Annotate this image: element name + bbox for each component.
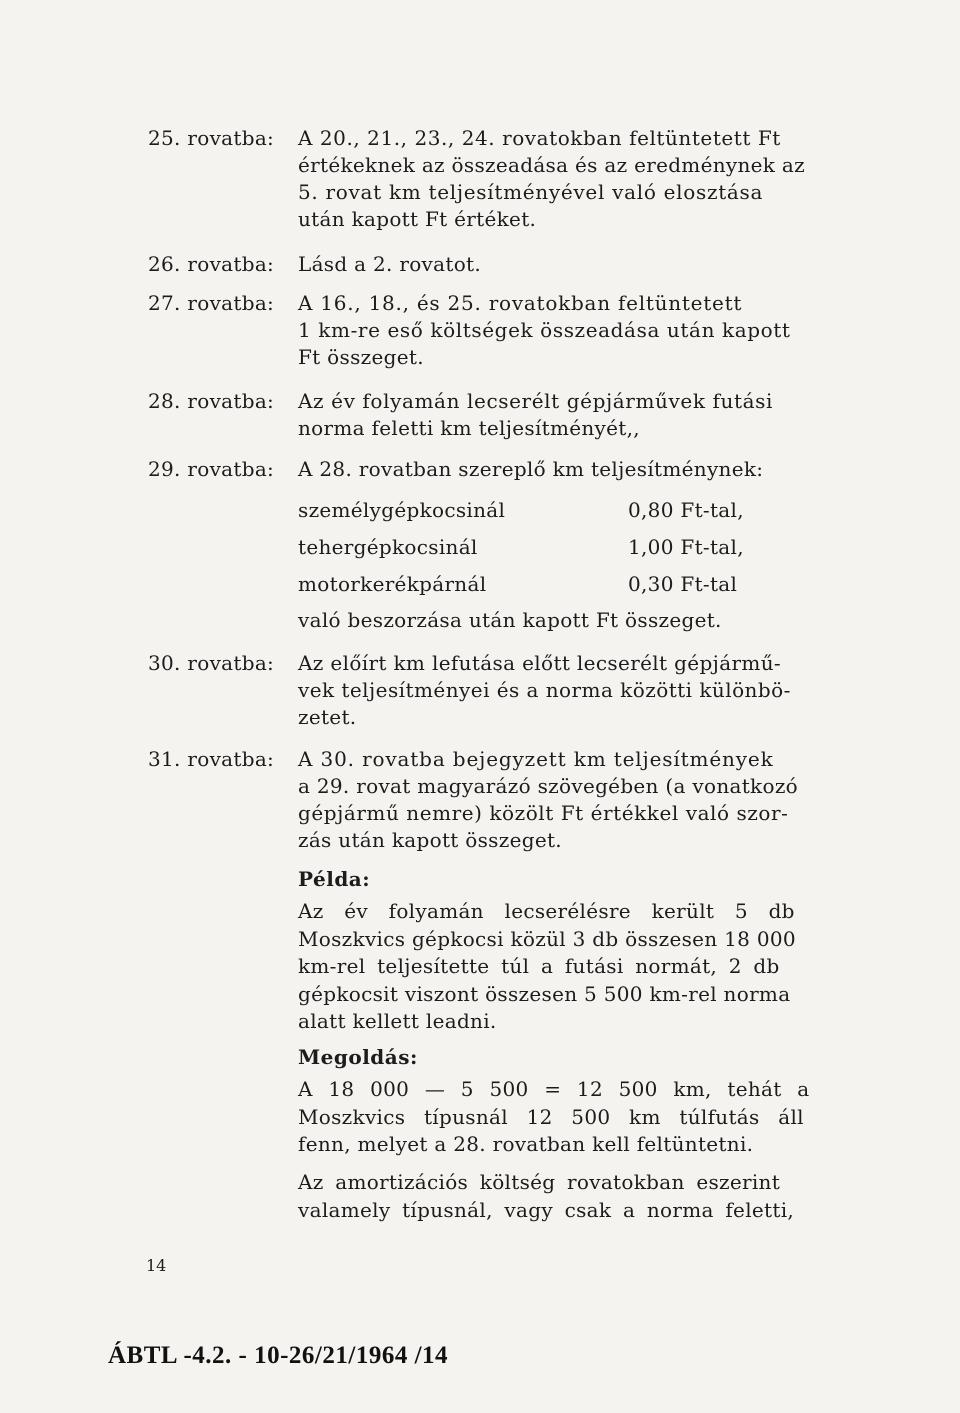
rate-amount: 0,30 Ft-tal [628,572,738,596]
entry-26 [148,251,818,278]
entry-28 [148,388,818,442]
text-line: A 16., 18., és 25. rovatokban feltüntetett [298,291,743,315]
entry-text [298,290,818,371]
rate-vehicle: motorkerékpárnál [298,572,487,596]
entry-25 [148,125,818,233]
text-line: A 18 000 — 5 500 = 12 500 km, tehát a [298,1077,810,1101]
entry-text [298,388,818,442]
text-line: Moszkvics gépkocsi közül 3 db összesen 18 000 [298,926,796,951]
text-line: 1 km-re eső költségek összeadása után kapott [298,318,791,342]
entry-30 [148,650,818,731]
rates-list [298,497,768,608]
text-line: A 28. rovatban szereplő km teljesítménynek: [298,457,764,481]
text-line: gépjármű nemre) közölt Ft értékkel való szor- [298,801,789,825]
entry-text [298,456,818,483]
rate-row [298,534,768,571]
text-line: Ft összeget. [298,345,424,369]
entry-29 [148,456,818,483]
text-line: alatt kellett leadni. [298,1009,497,1033]
entry-text [298,650,818,731]
text-line: zás után kapott összeget. [298,828,562,852]
text-line: után kapott Ft értéket. [298,207,537,231]
text-line: gépkocsit viszont összesen 5 500 km-rel norma [298,981,791,1006]
entry-label: 28. rovatba: [148,389,275,413]
continuation-text [298,1169,810,1224]
rate-vehicle: tehergépkocsinál [298,535,478,559]
text-line: vek teljesítményei és a norma közötti különbö- [298,678,791,702]
page-number: 14 [146,1256,167,1275]
text-line: Lásd a 2. rovatot. [298,252,482,276]
text-line: Az év folyamán lecserélésre került 5 db [298,899,795,923]
rate-vehicle: személygépkocsinál [298,498,506,522]
solution-heading: Megoldás: [298,1045,418,1069]
entry-label: 29. rovatba: [148,457,275,481]
rate-row [298,571,768,608]
rate-amount: 1,00 Ft-tal, [628,535,744,559]
entry-text [298,746,818,854]
text-line: Moszkvics típusnál 12 500 km túlfutás áll [298,1104,804,1129]
text-line: Az év folyamán lecserélt gépjárművek futási [298,389,774,413]
entry-27 [148,290,818,371]
rates-conclusion: való beszorzása után kapott Ft összeget. [298,608,722,632]
text-line: 5. rovat km teljesítményével való elosztása [298,180,764,204]
text-line: fenn, melyet a 28. rovatban kell feltüntetni. [298,1132,754,1156]
entry-text [298,251,818,278]
solution-text [298,1076,810,1159]
text-line: valamely típusnál, vagy csak a norma feletti, [298,1197,795,1222]
entry-31 [148,746,818,854]
text-line: értékeknek az összeadása és az eredménynek az [298,153,805,177]
text-line: Az előírt km lefutása előtt lecserélt gépjármű- [298,651,782,675]
entry-label: 31. rovatba: [148,747,275,771]
rate-row [298,497,768,534]
text-line: km-rel teljesítette túl a futási normát, 2 db [298,954,780,978]
entry-label: 26. rovatba: [148,252,275,276]
rate-amount: 0,80 Ft-tal, [628,498,744,522]
example-text [298,898,810,1036]
example-heading: Példa: [298,867,371,891]
text-line: Az amortizációs költség rovatokban eszerint [298,1170,781,1194]
text-line: zetet. [298,705,357,729]
text-line: norma feletti km teljesítményét,, [298,416,640,440]
entry-text [298,125,818,233]
entry-label: 27. rovatba: [148,291,275,315]
entry-label: 30. rovatba: [148,651,275,675]
archive-reference: ÁBTL -4.2. - 10-26/21/1964 /14 [108,1342,449,1369]
text-line: A 30. rovatba bejegyzett km teljesítmények [298,747,774,771]
text-line: A 20., 21., 23., 24. rovatokban feltüntetett Ft [298,126,781,150]
entry-label: 25. rovatba: [148,126,275,150]
text-line: a 29. rovat magyarázó szövegében (a vonatkozó [298,774,798,798]
